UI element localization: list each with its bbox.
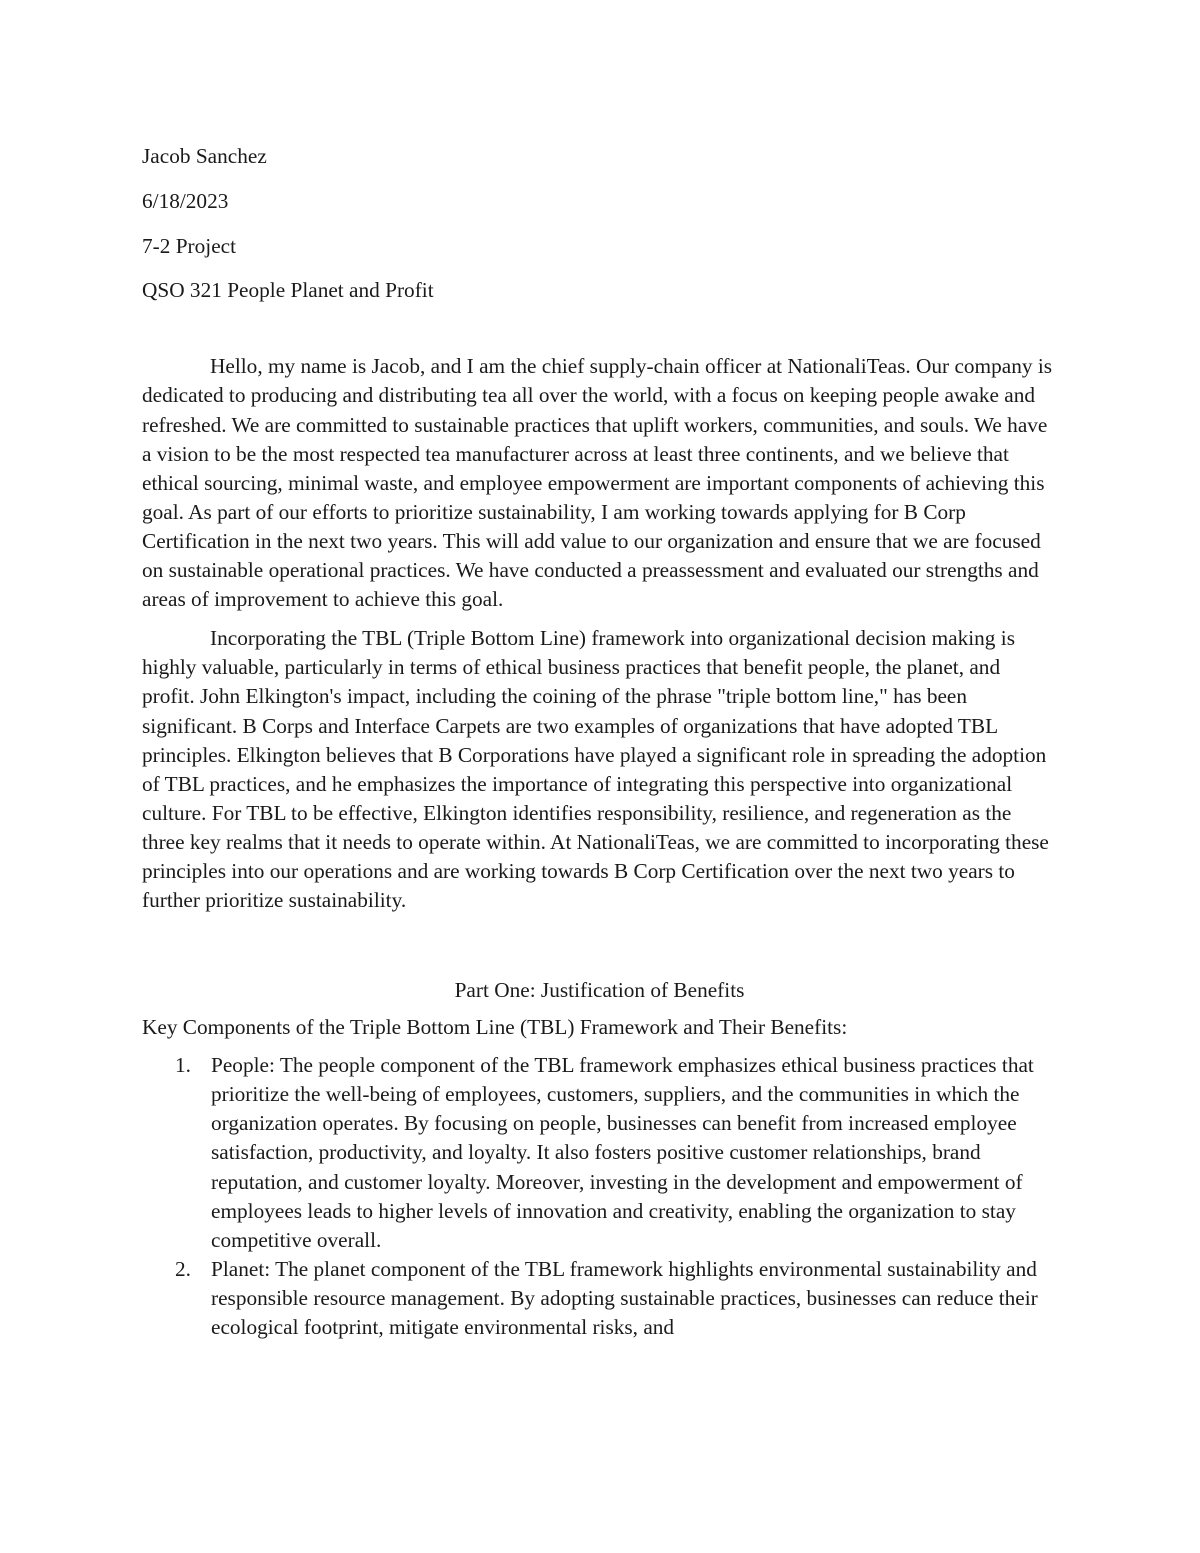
document-date: 6/18/2023 [142,188,229,213]
intro-paragraph-1: Hello, my name is Jacob, and I am the chief supply-chain officer at NationaliTeas. Our company is dedicated to producing and distributing tea all over the world, with a focus on keeping people awake and refreshed. We are committed to sustainable practices that uplift workers, communities, and souls. We have a vision to be the most respected tea manufacturer across at least three continents, and we believe that ethical sourcing, minimal waste, and employee empowerment are important components of achieving this goal. As part of our efforts to prioritize sustainability, I am working towards applying for B Corp Certification in the next two years. This will add value to our organization and ensure that we are focused on sustainable operational practices. We have conducted a preassessment and evaluated our strengths and areas of improvement to achieve this goal. [142,354,1053,612]
document-body [142,142,1057,1342]
course-title: QSO 321 People Planet and Profit [142,278,434,303]
document-header [142,142,1057,304]
list-item-text: People: The people component of the TBL framework emphasizes ethical business practices that prioritize the well-being of employees, customers, suppliers, and the communities in which the organization operates. By focusing on people, businesses can benefit from increased employee satisfaction, productivity, and loyalty. It also fosters positive customer relationships, brand reputation, and customer loyalty. Moreover, investing in the development and empowerment of employees leads to higher levels of innovation and creativity, enabling the organization to stay competitive overall. [211,1053,1034,1252]
list-item-number: 1. [175,1053,191,1078]
assignment-title: 7-2 Project [142,233,237,258]
author-name: Jacob Sanchez [142,144,267,168]
list-intro: Key Components of the Triple Bottom Line (TBL) Framework and Their Benefits: [142,1015,848,1040]
list-item-text: Planet: The planet component of the TBL framework highlights environmental sustainability and responsible resource management. By adopting sustainable practices, businesses can reduce their ecological footprint, mitigate environmental risks, and [211,1256,1038,1340]
section-title: Part One: Justification of Benefits [454,978,745,1003]
list-item-number: 2. [175,1256,191,1281]
list-item [142,1255,1057,1342]
intro-paragraph-2: Incorporating the TBL (Triple Bottom Line) framework into organizational decision making is highly valuable, particularly in terms of ethical business practices that benefit people, the planet, and profit. John Elkington's impact, including the coining of the phrase "triple bottom line," has been significant. B Corps and Interface Carpets are two examples of organizations that have adopted TBL principles. Elkington believes that B Corporations have played a significant role in spreading the adoption of TBL practices, and he emphasizes the importance of integrating this perspective into organizational culture. For TBL to be effective, Elkington identifies responsibility, resilience, and regeneration as the three key realms that it needs to operate within. At NationaliTeas, we are committed to incorporating these principles into our operations and are working towards B Corp Certification over the next two years to further prioritize sustainability. [142,626,1049,913]
tbl-components-list [142,1051,1057,1342]
list-item [142,1051,1057,1255]
